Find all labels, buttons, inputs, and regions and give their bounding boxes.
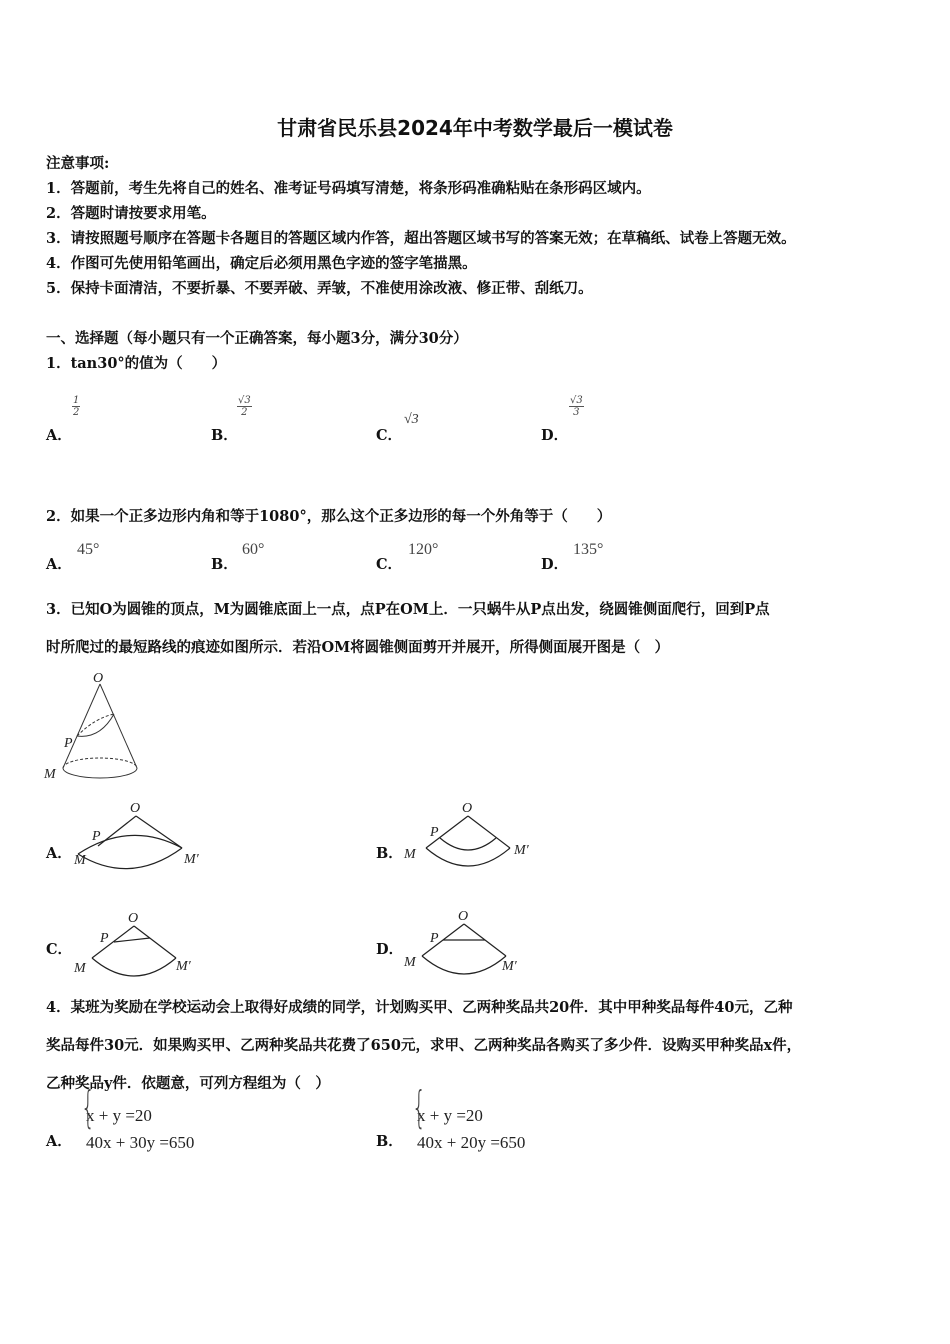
q4-option-b-label: B． <box>376 1133 403 1150</box>
cone-base-back <box>63 758 137 768</box>
notes-heading: 注意事项: <box>46 155 110 172</box>
q4-a-equation-1: x + y =20 <box>86 1106 152 1125</box>
q3-d-label-m2: M′ <box>502 959 517 974</box>
q1-a-numerator: 1 <box>73 395 80 406</box>
q4-option-a-label: A． <box>46 1133 72 1150</box>
q3-option-d-label: D． <box>376 941 404 958</box>
q2-option-b-value: 60° <box>242 541 265 558</box>
q3-option-d-figure <box>400 904 550 984</box>
q3-b-label-m2: M′ <box>514 843 529 858</box>
q2-option-d-label: D． <box>541 556 569 573</box>
q3-option-b-label: B． <box>376 845 403 862</box>
notes-item-3: 3．请按照题号顺序在答题卡各题目的答题区域内作答，超出答题区域书写的答案无效；在草稿纸、试卷上答题无效。 <box>46 230 796 247</box>
q2-option-a-value: 45° <box>77 541 100 558</box>
q3-stem-line1: 3．已知O为圆锥的顶点，M为圆锥底面上一点，点P在OM上．一只蜗牛从P点出发，绕圆锥侧面爬行，回到P点 <box>46 601 770 618</box>
q3-option-a-label: A． <box>46 845 72 862</box>
q2-stem: 2．如果一个正多边形内角和等于1080°，那么这个正多边形的每一个外角等于（ ） <box>46 508 612 525</box>
q3-b-label-o: O <box>462 801 473 816</box>
q3-option-c-figure <box>70 906 220 986</box>
q3-b-label-m: M <box>404 847 416 862</box>
notes-item-5: 5．保持卡面清洁，不要折暴、不要弄破、弄皱，不准使用涂改液、修正带、刮纸刀。 <box>46 280 593 297</box>
cone-label-m: M <box>44 767 56 782</box>
cone-figure <box>40 666 150 786</box>
q3-c-label-p: P <box>100 931 109 946</box>
notes-item-4: 4．作图可先使用铅笔画出，确定后必须用黑色字迹的签字笔描黑。 <box>46 255 477 272</box>
q1-stem: 1．tan30°的值为（ ） <box>46 355 227 372</box>
q1-option-d-label: D． <box>541 427 569 444</box>
q4-stem-line2: 奖品每件30元．如果购买甲、乙两种奖品共花费了650元，求甲、乙两种奖品各购买了多少件．设购买甲种奖品x件， <box>46 1037 802 1054</box>
q3-option-c-label: C． <box>46 941 73 958</box>
q1-option-b-value <box>237 395 252 418</box>
cone-label-p: P <box>64 736 73 751</box>
q4-stem-line1: 4．某班为奖励在学校运动会上取得好成绩的同学，计划购买甲、乙两种奖品共20件．其中甲种奖品每件40元，乙种 <box>46 999 793 1016</box>
q4-b-equation-2: 40x + 20y =650 <box>417 1133 526 1152</box>
cone-base-front <box>63 768 137 778</box>
notes-item-1: 1．答题前，考生先将自己的姓名、准考证号码填写清楚，将条形码准确粘贴在条形码区域内。 <box>46 180 651 197</box>
q2-option-c-label: C． <box>376 556 403 573</box>
q3-b-label-p: P <box>430 825 439 840</box>
q3-a-label-o: O <box>130 801 141 816</box>
q1-d-denominator: 3 <box>573 407 580 418</box>
q3-c-label-m2: M′ <box>176 959 191 974</box>
q3-option-b-figure <box>400 796 550 876</box>
q1-a-denominator: 2 <box>73 407 80 418</box>
section-heading: 一、选择题（每小题只有一个正确答案，每小题3分，满分30分） <box>46 330 468 347</box>
q3-c-label-o: O <box>128 911 139 926</box>
q4-a-brace-icon: { <box>81 1082 95 1133</box>
q4-b-equation-1: x + y =20 <box>417 1106 483 1125</box>
q3-d-label-o: O <box>458 909 469 924</box>
q3-c-label-m: M <box>74 961 86 976</box>
q4-b-brace-icon: { <box>412 1082 426 1133</box>
q1-option-a-value <box>72 395 80 418</box>
q1-option-c-label: C． <box>376 427 403 444</box>
page-title: 甘肃省民乐县2024年中考数学最后一模试卷 <box>277 116 673 140</box>
q1-d-numerator: √3 <box>570 395 583 406</box>
q1-option-c-value: √3 <box>404 412 419 427</box>
q2-option-c-value: 120° <box>408 541 439 558</box>
q4-option-b-system <box>412 1082 526 1156</box>
q1-b-numerator: √3 <box>238 395 251 406</box>
q2-option-d-value: 135° <box>573 541 604 558</box>
q3-stem-line2: 时所爬过的最短路线的痕迹如图所示．若沿OM将圆锥侧面剪开并展开，所得侧面展开图是（ ） <box>46 639 670 656</box>
cone-label-o: O <box>93 671 104 686</box>
notes-item-2: 2．答题时请按要求用笔。 <box>46 205 216 222</box>
q3-d-label-m: M <box>404 955 416 970</box>
cone-left-edge <box>63 684 100 768</box>
q1-option-d-value <box>569 395 584 418</box>
cone-path-front <box>77 714 114 736</box>
q2-option-a-label: A． <box>46 556 72 573</box>
q1-b-denominator: 2 <box>241 407 248 418</box>
q3-a-label-m2: M′ <box>184 852 199 867</box>
q2-option-b-label: B． <box>211 556 238 573</box>
q3-a-label-m: M <box>74 853 86 868</box>
q4-a-equation-2: 40x + 30y =650 <box>86 1133 195 1152</box>
q3-option-a-figure <box>70 796 220 876</box>
q1-option-b-label: B． <box>211 427 238 444</box>
q3-a-label-p: P <box>92 829 101 844</box>
q4-stem-line3: 乙种奖品y件．依题意，可列方程组为（ ） <box>46 1075 330 1092</box>
q1-option-a-label: A． <box>46 427 72 444</box>
q4-option-a-system <box>81 1082 195 1156</box>
q3-d-label-p: P <box>430 931 439 946</box>
